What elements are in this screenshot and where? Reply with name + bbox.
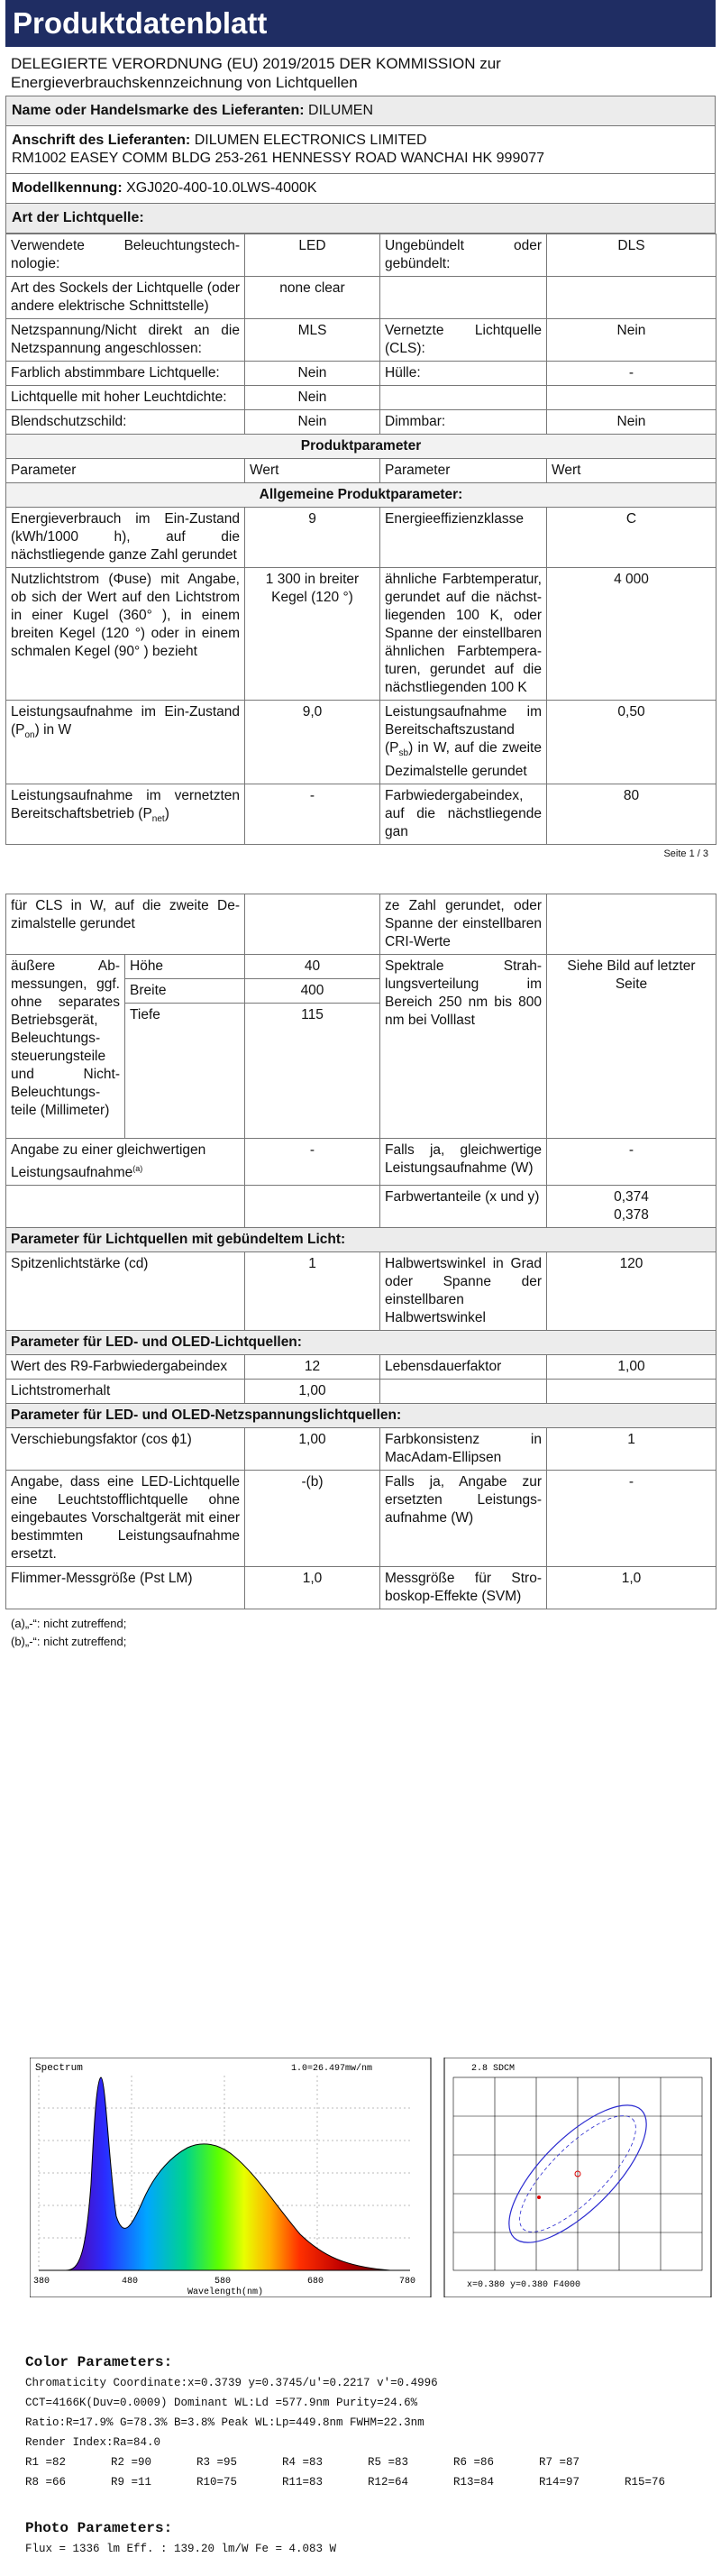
- pon-label: Leistungsaufnahme im Ein-Zustand $(P_{on})$ in W: [6, 701, 245, 784]
- main-table: [5, 234, 716, 845]
- ri-row-2: R8 =66 R9 =11 R10=75 R11=83 R12=64 R13=84 R14=97 R15=76: [25, 2476, 666, 2489]
- allg-cell: 1 300 in breiter Kegel (120 °): [245, 568, 380, 701]
- net-0-label: Verschiebungsfaktor (cos ϕ1): [6, 1428, 245, 1471]
- type-cell: Nein: [245, 362, 380, 386]
- color-title: Color Parameters:: [25, 2354, 173, 2370]
- spectrum-title: Spectrum: [35, 2063, 83, 2074]
- net-row-0: [6, 1428, 716, 1471]
- equiv-label: Angabe zu einer gleichwertigen Leistungsaufnahme$^{(a)}$: [6, 1139, 245, 1186]
- led-0-r-label: Lebensdauerfaktor: [380, 1355, 547, 1380]
- color-parameters: [25, 2351, 710, 2559]
- allg-cell: C: [547, 508, 716, 568]
- produkt-header-row: [6, 435, 716, 459]
- led-0-value: 12: [245, 1355, 380, 1380]
- type-row: [6, 410, 716, 435]
- type-cell: [547, 277, 716, 319]
- allg-rows: [6, 508, 716, 701]
- type-row: [6, 386, 716, 410]
- col-wert-2: Wert: [547, 459, 716, 483]
- allg-row: [6, 508, 716, 568]
- column-headers: [6, 459, 716, 483]
- col-param-2: Parameter: [380, 459, 547, 483]
- cont-left: für CLS in W, auf die zweite Dezimalstelle gerundet: [6, 894, 245, 955]
- address-label: Anschrift des Lieferanten:: [12, 133, 191, 148]
- xtick-1: 480: [122, 2277, 139, 2287]
- dims-name-2: Tiefe: [125, 1004, 245, 1139]
- address-line2: RM1002 EASEY COMM BLDG 253-261 HENNESSY ROAD WANCHAI HK 999077: [12, 151, 545, 166]
- led-row-1: [6, 1380, 716, 1404]
- led-1-label: Lichtstromerhalt: [6, 1380, 245, 1404]
- type-cell: Farblich abstimmbare Lichtquelle:: [6, 362, 245, 386]
- pon-value: 9,0: [245, 701, 380, 784]
- dims-value-2: 115: [245, 1004, 380, 1139]
- type-cell: none clear: [245, 277, 380, 319]
- allg-cell: ähnliche Farbtemperatur, gerundet auf die nächstliegenden 100 K, oder Spanne der einstellbaren ähnlichen Farbtemperaturen, gerundet auf die nächstliegenden 100 K: [380, 568, 547, 701]
- type-cell: Art des Sockels der Lichtquelle (oder andere elektrische Schnittstelle): [6, 277, 245, 319]
- type-cell: Vernetzte Lichtquelle (CLS):: [380, 319, 547, 362]
- datasheet: [5, 0, 716, 1651]
- xtick-2: 580: [214, 2277, 232, 2287]
- spectral-label: Spektrale Strahlungsverteilung im Bereich 250 nm bis 800 nm bei Volllast: [380, 955, 547, 1139]
- dims-name-0: Höhe: [125, 955, 245, 979]
- address-row: [5, 126, 716, 174]
- allg-header: Allgemeine Produktparameter:: [6, 483, 716, 508]
- photo-line: Flux = 1336 lm Eff. : 139.20 lm/W Fe = 4.083 W: [25, 2543, 337, 2555]
- net-header-row: [6, 1404, 716, 1428]
- gebuendelt-header-row: [6, 1228, 716, 1252]
- chroma-label: Farbwertanteile (x und y): [380, 1186, 547, 1228]
- gebuendelt-header: Parameter für Lichtquellen mit gebündeltem Licht:: [6, 1228, 716, 1252]
- allg-row: [6, 568, 716, 701]
- type-cell: Nein: [547, 319, 716, 362]
- supplier-value: DILUMEN: [308, 103, 374, 118]
- net-header: Parameter für LED- und OLED-Netzspannungslichtquellen:: [6, 1404, 716, 1428]
- net-2-label: Flimmer-Messgröße (Pst LM): [6, 1567, 245, 1609]
- psb-label: Leistungsaufnahme im Bereitschaftszustand $(P_{sb})$ in W, auf die zweite Dezimalstelle gerundet: [380, 701, 547, 784]
- type-cell: MLS: [245, 319, 380, 362]
- dims-value-1: 400: [245, 979, 380, 1004]
- net-1-value: -(b): [245, 1471, 380, 1567]
- psb-value: 0,50: [547, 701, 716, 784]
- model-label: Modellkennung:: [12, 180, 123, 196]
- ri-row-1: R1 =82 R2 =90 R3 =95 R4 =83 R5 =83 R6 =86 R7 =87: [25, 2456, 580, 2469]
- equiv-r-value: -: [547, 1139, 716, 1186]
- cont-row: [6, 894, 716, 955]
- color-line-2: Ratio:R=17.9% G=78.3% B=3.8% Peak WL:Lp=449.8nm FWHM=22.3nm: [25, 2416, 424, 2429]
- pnet-row: [6, 784, 716, 845]
- type-cell: [380, 386, 547, 410]
- footnote-b: (b)„-“: nicht zutreffend;: [11, 1635, 127, 1649]
- equiv-value: -: [245, 1139, 380, 1186]
- gb-value: 1: [245, 1252, 380, 1331]
- supplier-label: Name oder Handelsmarke des Lieferanten:: [12, 103, 305, 118]
- type-row: [6, 234, 716, 277]
- supplier-row: [5, 96, 716, 126]
- net-row-2: [6, 1567, 716, 1609]
- net-1-label: Angabe, dass eine LED-Lichtquelle eine Leuchtstofflichtquelle ohne eingebautes Vorschaltgerät mit einer bestimmten Leistungsaufnahme ersetzt.: [6, 1471, 245, 1567]
- dims-label: äußere Abmessungen, ggf. ohne separates Betriebsgerät, Beleuchtungssteuerungsteile und Nicht-Beleuchtungsteile (Millimeter): [6, 955, 125, 1139]
- led-0-r-value: 1,00: [547, 1355, 716, 1380]
- type-cell: Nein: [245, 386, 380, 410]
- ellipse-foot: x=0.380 y=0.380 F4000: [467, 2280, 581, 2290]
- intro-text: DELEGIERTE VERORDNUNG (EU) 2019/2015 DER KOMMISSION zur Energieverbrauchskennzeichnung von Lichtquellen: [11, 55, 501, 91]
- dims-name-1: Breite: [125, 979, 245, 1004]
- gb-label: Spitzenlichtstärke (cd): [6, 1252, 245, 1331]
- gb-r-label: Halbwertswinkel in Grad oder Spanne der einstellbaren Halbwertswinkel: [380, 1252, 547, 1331]
- footnote-a: (a)„-“: nicht zutreffend;: [11, 1617, 127, 1631]
- photo-title: Photo Parameters:: [25, 2520, 173, 2536]
- spectrum-figure: [30, 2058, 715, 2297]
- type-cell: Nein: [245, 410, 380, 435]
- type-cell: -: [547, 362, 716, 386]
- model-value: XGJ020-400-10.0LWS-4000K: [126, 180, 317, 196]
- page-number: Seite 1 / 3: [663, 848, 708, 860]
- allg-cell: 4 000: [547, 568, 716, 701]
- net-2-r-label: Messgröße für Stroboskop-Effekte (SVM): [380, 1567, 547, 1609]
- cri-label: Farbwiedergabeindex, auf die nächstliegende gan: [380, 784, 547, 845]
- type-cell: Ungebündelt oder gebündelt:: [380, 234, 547, 277]
- net-1-r-label: Falls ja, Angabe zur ersetzten Leistungsaufnahme (W): [380, 1471, 547, 1567]
- allg-cell: 9: [245, 508, 380, 568]
- type-cell: Verwendete Beleuchtungstechnologie:: [6, 234, 245, 277]
- type-cell: Lichtquelle mit hoher Leuchtdichte:: [6, 386, 245, 410]
- equiv-r-label: Falls ja, gleichwertige Leistungsaufnahme (W): [380, 1139, 547, 1186]
- xtick-4: 780: [399, 2277, 416, 2287]
- chroma-row: [6, 1186, 716, 1228]
- net-1-r-value: -: [547, 1471, 716, 1567]
- spectrum-xlabel: Wavelength(nm): [187, 2287, 264, 2297]
- led-header-row: [6, 1331, 716, 1355]
- spectrum-scale: 1.0=26.497mw/nm: [291, 2064, 373, 2074]
- pon-row: [6, 701, 716, 784]
- type-cell: [380, 277, 547, 319]
- allg-cell: Energieverbrauch im Ein-Zustand (kWh/1000 h), auf die nächstliegende ganze Zahl gerundet: [6, 508, 245, 568]
- xtick-0: 380: [33, 2277, 50, 2287]
- type-header-label: Art der Lichtquelle:: [12, 210, 144, 225]
- model-row: [5, 174, 716, 204]
- type-row: [6, 277, 716, 319]
- type-cell: [547, 386, 716, 410]
- ellipse-title: 2.8 SDCM: [471, 2064, 516, 2074]
- led-row-0: [6, 1355, 716, 1380]
- produkt-header: Produktparameter: [6, 435, 716, 459]
- page-title: Produktdatenblatt: [5, 0, 716, 47]
- color-line-1: CCT=4166K(Duv=0.0009) Dominant WL:Ld =577.9nm Purity=24.6%: [25, 2397, 418, 2409]
- type-rows: [6, 234, 716, 435]
- type-cell: Nein: [547, 410, 716, 435]
- type-cell: LED: [245, 234, 380, 277]
- led-header: Parameter für LED- und OLED-Lichtquellen:: [6, 1331, 716, 1355]
- type-row: [6, 319, 716, 362]
- net-row-1: [6, 1471, 716, 1567]
- col-param-1: Parameter: [6, 459, 245, 483]
- gebuendelt-row: [6, 1252, 716, 1331]
- allg-cell: Energieeffizienzklasse: [380, 508, 547, 568]
- type-cell: Hülle:: [380, 362, 547, 386]
- net-2-value: 1,0: [245, 1567, 380, 1609]
- dims-row-1: [6, 955, 716, 979]
- color-line-3: Render Index:Ra=84.0: [25, 2436, 161, 2449]
- type-cell: Blendschutzschild:: [6, 410, 245, 435]
- dims-value-0: 40: [245, 955, 380, 979]
- net-0-value: 1,00: [245, 1428, 380, 1471]
- pnet-label: Leistungsaufnahme im vernetzten Bereitschaftsbetrieb $(P_{net})$: [6, 784, 245, 845]
- net-0-r-value: 1: [547, 1428, 716, 1471]
- led-0-label: Wert des R9-Farbwiedergabeindex: [6, 1355, 245, 1380]
- cri-value: 80: [547, 784, 716, 845]
- target-point: [537, 2196, 541, 2199]
- color-line-0: Chromaticity Coordinate:x=0.3739 y=0.3745/u'=0.2217 v'=0.4996: [25, 2377, 438, 2389]
- allg-cell: Nutzlichtstrom (Φuse) mit Angabe, ob sich der Wert auf den Lichtstrom in einer Kugel (360° ), in einem breiten Kegel (120 °) oder in einem schmalen Kegel (90° ) bezieht: [6, 568, 245, 701]
- led-1-value: 1,00: [245, 1380, 380, 1404]
- gb-r-value: 120: [547, 1252, 716, 1331]
- type-cell: Netzspannung/Nicht direkt an die Netzspannung angeschlossen:: [6, 319, 245, 362]
- address-line1: DILUMEN ELECTRONICS LIMITED: [194, 133, 427, 148]
- pnet-value: -: [245, 784, 380, 845]
- type-cell: DLS: [547, 234, 716, 277]
- net-0-r-label: Farbkonsistenz in MacAdam-Ellipsen: [380, 1428, 547, 1471]
- col-wert-1: Wert: [245, 459, 380, 483]
- cont-right: ze Zahl gerundet, oder Spanne der einstellbaren CRI-Werte: [380, 894, 547, 955]
- continued-table: [5, 894, 716, 1609]
- type-row: [6, 362, 716, 386]
- chroma-values: 0,374 0,378: [547, 1186, 716, 1228]
- xtick-3: 680: [307, 2277, 324, 2287]
- equiv-row: [6, 1139, 716, 1186]
- net-2-r-value: 1,0: [547, 1567, 716, 1609]
- type-cell: Dimmbar:: [380, 410, 547, 435]
- type-header: [5, 204, 716, 234]
- spectral-value: Siehe Bild auf letzter Seite: [547, 955, 716, 1139]
- allg-header-row: [6, 483, 716, 508]
